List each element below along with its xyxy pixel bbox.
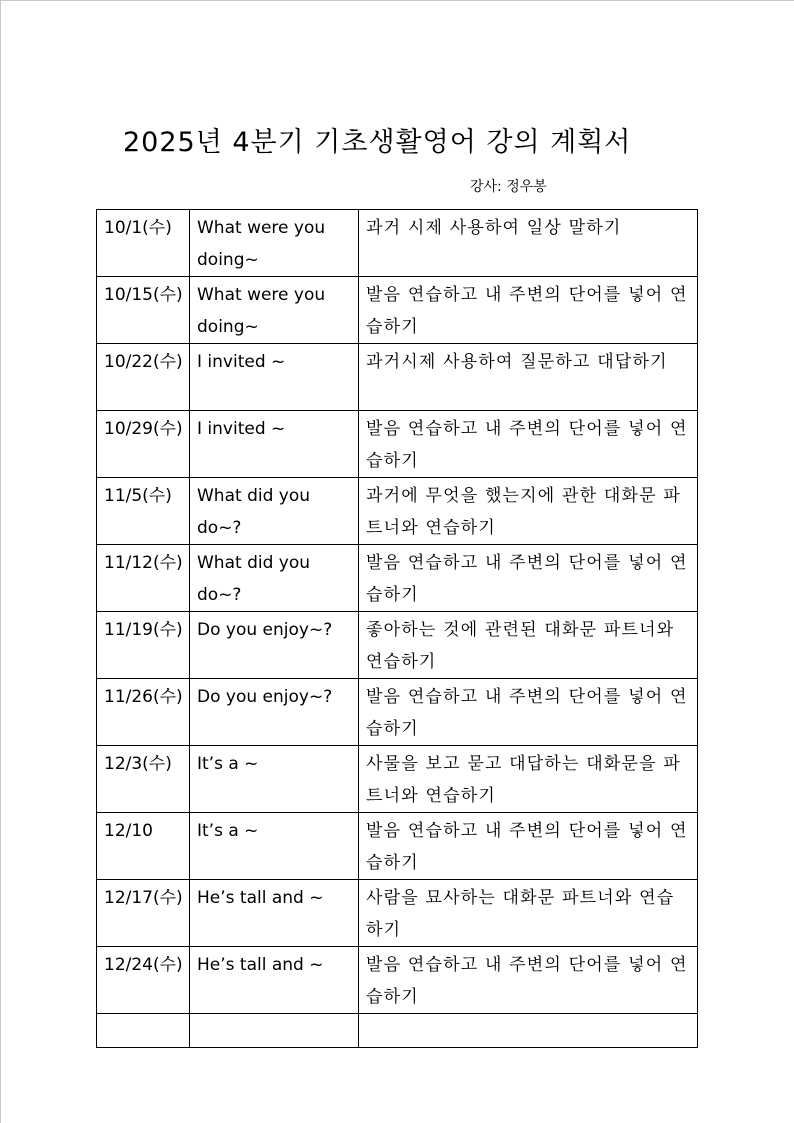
session-activity: 발음 연습하고 내 주변의 단어를 넣어 연습하기 xyxy=(359,411,698,478)
session-activity: 발음 연습하고 내 주변의 단어를 넣어 연습하기 xyxy=(359,947,698,1014)
session-topic: It’s a ~ xyxy=(190,746,359,813)
session-activity: 사물을 보고 묻고 대답하는 대화문을 파트너와 연습하기 xyxy=(359,746,698,813)
session-topic: What did you do~? xyxy=(190,545,359,612)
session-topic: It’s a ~ xyxy=(190,813,359,880)
session-topic: What did you do~? xyxy=(190,478,359,545)
session-date: 11/12(수) xyxy=(97,545,190,612)
session-topic: What were you doing~ xyxy=(190,277,359,344)
session-date: 11/26(수) xyxy=(97,679,190,746)
table-row xyxy=(97,545,698,612)
table-row xyxy=(97,947,698,1014)
empty-cell xyxy=(359,1014,698,1048)
empty-cell xyxy=(190,1014,359,1048)
table-row xyxy=(97,679,698,746)
table-row xyxy=(97,612,698,679)
session-activity: 과거에 무엇을 했는지에 관한 대화문 파트너와 연습하기 xyxy=(359,478,698,545)
page-border-left xyxy=(0,0,1,1123)
session-activity: 사람을 묘사하는 대화문 파트너와 연습하기 xyxy=(359,880,698,947)
session-activity: 발음 연습하고 내 주변의 단어를 넣어 연습하기 xyxy=(359,679,698,746)
table-row xyxy=(97,813,698,880)
session-date: 12/17(수) xyxy=(97,880,190,947)
document-title: 2025년 4분기 기초생활영어 강의 계획서 xyxy=(123,127,632,158)
empty-cell xyxy=(97,1014,190,1048)
session-topic: What were you doing~ xyxy=(190,210,359,277)
session-activity: 과거 시제 사용하여 일상 말하기 xyxy=(359,210,698,277)
table-row xyxy=(97,277,698,344)
table-row xyxy=(97,746,698,813)
session-date: 12/10 xyxy=(97,813,190,880)
session-activity: 발음 연습하고 내 주변의 단어를 넣어 연습하기 xyxy=(359,813,698,880)
table-row xyxy=(97,478,698,545)
session-date: 12/24(수) xyxy=(97,947,190,1014)
table-row xyxy=(97,411,698,478)
session-date: 11/5(수) xyxy=(97,478,190,545)
session-activity: 발음 연습하고 내 주변의 단어를 넣어 연습하기 xyxy=(359,277,698,344)
session-topic: Do you enjoy~? xyxy=(190,679,359,746)
session-activity: 과거시제 사용하여 질문하고 대답하기 xyxy=(359,344,698,411)
session-topic: I invited ~ xyxy=(190,344,359,411)
session-topic: Do you enjoy~? xyxy=(190,612,359,679)
instructor-name: 강사: 정우봉 xyxy=(470,179,547,195)
session-topic: He’s tall and ~ xyxy=(190,880,359,947)
session-date: 10/15(수) xyxy=(97,277,190,344)
session-date: 10/1(수) xyxy=(97,210,190,277)
session-activity: 좋아하는 것에 관련된 대화문 파트너와 연습하기 xyxy=(359,612,698,679)
page-border-top xyxy=(0,0,794,1)
session-date: 10/22(수) xyxy=(97,344,190,411)
session-topic: I invited ~ xyxy=(190,411,359,478)
session-date: 10/29(수) xyxy=(97,411,190,478)
session-topic: He’s tall and ~ xyxy=(190,947,359,1014)
table-row-empty xyxy=(97,1014,698,1048)
table-row xyxy=(97,344,698,411)
session-date: 11/19(수) xyxy=(97,612,190,679)
schedule-body xyxy=(97,210,698,1048)
table-row xyxy=(97,880,698,947)
lecture-schedule-table xyxy=(96,209,698,1048)
session-activity: 발음 연습하고 내 주변의 단어를 넣어 연습하기 xyxy=(359,545,698,612)
session-date: 12/3(수) xyxy=(97,746,190,813)
table-row xyxy=(97,210,698,277)
